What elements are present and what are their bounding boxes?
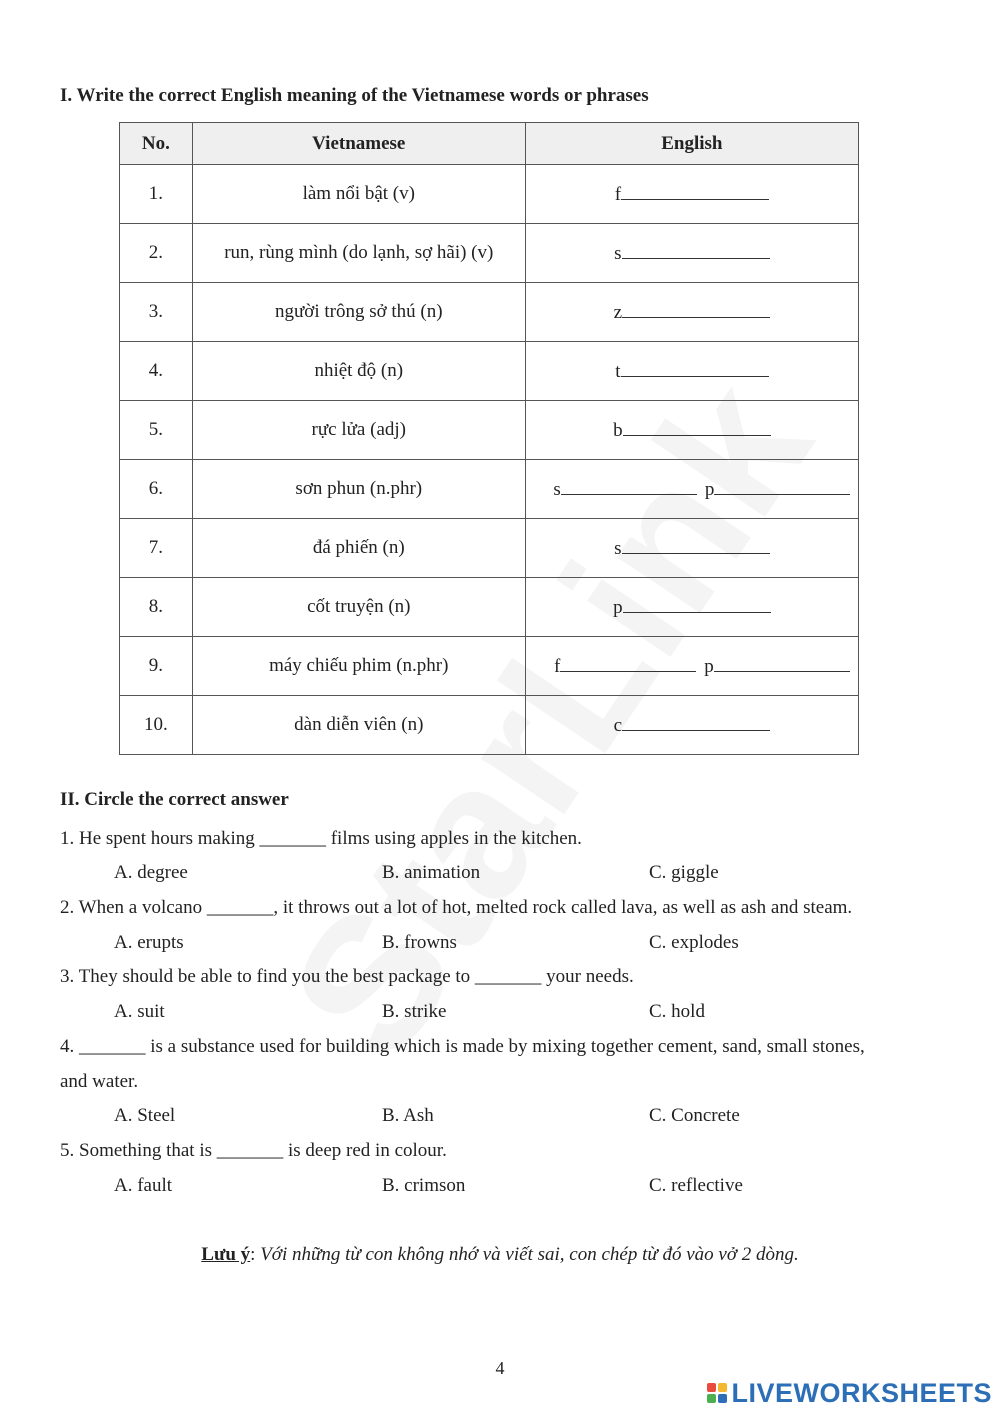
table-row xyxy=(120,637,859,696)
option-c[interactable]: C. giggle xyxy=(649,862,719,883)
option-b[interactable]: B. strike xyxy=(382,1001,447,1022)
note xyxy=(0,1244,1000,1266)
liveworksheets-brand[interactable] xyxy=(707,1378,992,1408)
option-b[interactable]: B. Ash xyxy=(382,1105,434,1126)
answer-blank[interactable] xyxy=(623,418,771,436)
option-a[interactable]: A. suit xyxy=(114,1001,165,1022)
row-vietnamese: nhiệt độ (n) xyxy=(192,342,525,401)
option-c[interactable]: C. Concrete xyxy=(649,1105,740,1126)
row-english xyxy=(525,696,858,755)
row-number: 3. xyxy=(120,283,193,342)
answer-letter: t xyxy=(615,361,621,382)
answer-blank[interactable] xyxy=(621,359,769,377)
brand-name: LIVEWORKSHEETS xyxy=(731,1377,992,1408)
table-row xyxy=(120,283,859,342)
option-a[interactable]: A. degree xyxy=(114,862,188,883)
row-vietnamese: sơn phun (n.phr) xyxy=(192,460,525,519)
row-number: 4. xyxy=(120,342,193,401)
row-number: 6. xyxy=(120,460,193,519)
answer-letter: f xyxy=(553,656,561,677)
table-header-row xyxy=(120,123,859,165)
option-c[interactable]: C. hold xyxy=(649,1001,705,1022)
table-row xyxy=(120,224,859,283)
header-vietnamese: Vietnamese xyxy=(192,123,525,165)
answer-blank[interactable] xyxy=(622,300,770,318)
row-number: 9. xyxy=(120,637,193,696)
option-c[interactable]: C. explodes xyxy=(649,932,739,953)
question-1: 1. He spent hours making _______ films using apples in the kitchen. xyxy=(60,828,582,849)
option-a[interactable]: A. erupts xyxy=(114,932,184,953)
row-english xyxy=(525,165,858,224)
section2-heading: II. Circle the correct answer xyxy=(60,789,289,810)
row-number: 2. xyxy=(120,224,193,283)
question-4: 4. _______ is a substance used for building which is made by mixing together cement, sand, small stones, xyxy=(60,1036,865,1057)
page-number: 4 xyxy=(495,1358,505,1378)
answer-letter: p xyxy=(704,656,714,677)
answer-letter: s xyxy=(614,538,622,559)
section1-heading: I. Write the correct English meaning of the Vietnamese words or phrases xyxy=(60,85,649,106)
question-4-continued: and water. xyxy=(60,1071,139,1092)
answer-letter: p xyxy=(704,479,715,500)
row-vietnamese: cốt truyện (n) xyxy=(192,578,525,637)
row-english xyxy=(525,637,858,696)
row-english xyxy=(525,224,858,283)
answer-letter: s xyxy=(553,479,561,500)
row-english xyxy=(525,460,858,519)
table-row xyxy=(120,519,859,578)
note-label: Lưu ý xyxy=(201,1244,251,1265)
header-no: No. xyxy=(120,123,193,165)
answer-letter: p xyxy=(613,597,623,618)
row-english xyxy=(525,519,858,578)
answer-blank[interactable] xyxy=(714,477,850,495)
note-body: Với những từ con không nhớ và viết sai, con chép từ đó vào vở 2 dòng. xyxy=(260,1244,799,1265)
row-vietnamese: run, rùng mình (do lạnh, sợ hãi) (v) xyxy=(192,224,525,283)
note-colon: : xyxy=(250,1244,261,1265)
option-b[interactable]: B. frowns xyxy=(382,932,457,953)
row-english xyxy=(525,401,858,460)
answer-blank[interactable] xyxy=(623,595,771,613)
option-c[interactable]: C. reflective xyxy=(649,1175,743,1196)
row-vietnamese: rực lửa (adj) xyxy=(192,401,525,460)
table-row xyxy=(120,578,859,637)
table-row xyxy=(120,696,859,755)
answer-blank[interactable] xyxy=(561,477,697,495)
table-row xyxy=(120,460,859,519)
answer-blank[interactable] xyxy=(622,536,770,554)
answer-blank[interactable] xyxy=(622,713,770,731)
vocabulary-table xyxy=(119,122,859,755)
answer-letter: z xyxy=(613,302,623,323)
option-b[interactable]: B. crimson xyxy=(382,1175,466,1196)
row-english xyxy=(525,578,858,637)
answer-letter: c xyxy=(613,715,623,736)
row-vietnamese: máy chiếu phim (n.phr) xyxy=(192,637,525,696)
answer-blank[interactable] xyxy=(560,654,696,672)
row-number: 10. xyxy=(120,696,193,755)
row-number: 8. xyxy=(120,578,193,637)
option-a[interactable]: A. Steel xyxy=(114,1105,176,1126)
liveworksheets-logo-icon xyxy=(707,1383,727,1403)
row-number: 5. xyxy=(120,401,193,460)
answer-blank[interactable] xyxy=(622,241,770,259)
row-number: 7. xyxy=(120,519,193,578)
option-b[interactable]: B. animation xyxy=(382,862,481,883)
question-5: 5. Something that is _______ is deep red in colour. xyxy=(60,1140,447,1161)
row-vietnamese: dàn diễn viên (n) xyxy=(192,696,525,755)
table-row xyxy=(120,165,859,224)
answer-blank[interactable] xyxy=(714,654,850,672)
question-3: 3. They should be able to find you the best package to _______ your needs. xyxy=(60,966,634,987)
answer-letter: s xyxy=(614,243,622,264)
answer-letter: b xyxy=(613,420,623,441)
row-english xyxy=(525,342,858,401)
row-vietnamese: đá phiến (n) xyxy=(192,519,525,578)
row-number: 1. xyxy=(120,165,193,224)
option-a[interactable]: A. fault xyxy=(114,1175,173,1196)
table-row xyxy=(120,342,859,401)
row-vietnamese: làm nổi bật (v) xyxy=(192,165,525,224)
table-row xyxy=(120,401,859,460)
header-english: English xyxy=(525,123,858,165)
row-english xyxy=(525,283,858,342)
row-vietnamese: người trông sở thú (n) xyxy=(192,283,525,342)
answer-letter: f xyxy=(614,184,622,205)
answer-blank[interactable] xyxy=(621,182,769,200)
question-2: 2. When a volcano _______, it throws out a lot of hot, melted rock called lava, as well as ash and steam. xyxy=(60,897,853,918)
